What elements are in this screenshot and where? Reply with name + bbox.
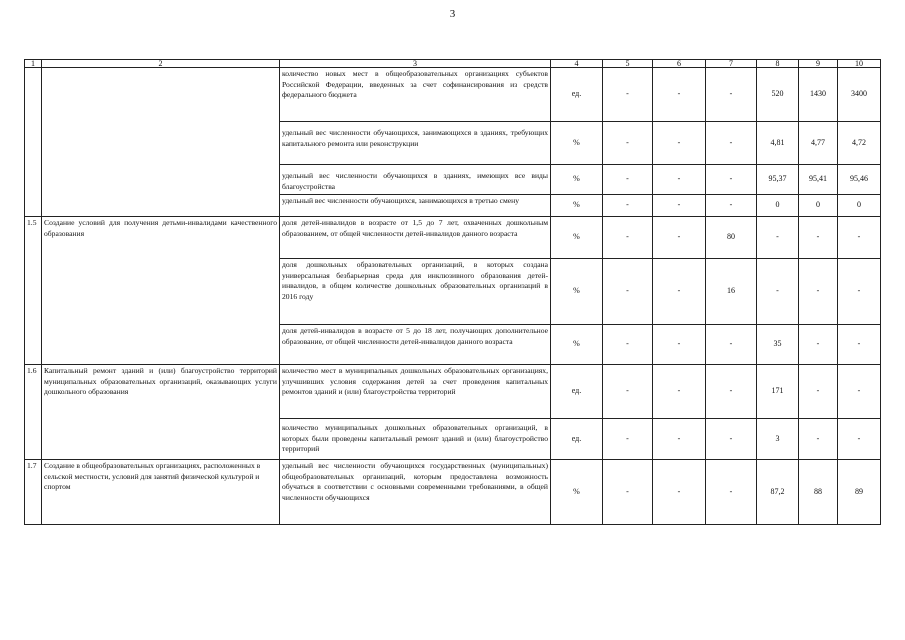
value-cell: 80 (706, 217, 757, 259)
value-cell: - (603, 195, 653, 217)
value-cell: - (603, 217, 653, 259)
value-cell: 0 (838, 195, 881, 217)
value-cell: - (603, 325, 653, 365)
value-cell: - (603, 165, 653, 195)
value-cell: 3 (757, 419, 799, 460)
value-cell: - (706, 195, 757, 217)
indicator-text: доля дошкольных образовательных организаций, в которых создана универсальная безбарьерная среда для инклюзивного образования детей-инвалидов, в общем количестве дошкольных образовательных организаций в 2016 году (280, 259, 551, 325)
indicator-text: удельный вес численности обучающихся, занимающихся в зданиях, требующих капитального ремонта или реконструкции (280, 122, 551, 165)
indicator-text: доля детей-инвалидов в возрасте от 5 до 18 лет, получающих дополнительное образование, от общей численности детей-инвалидов данного возраста (280, 325, 551, 365)
value-cell: - (706, 165, 757, 195)
value-cell: - (706, 68, 757, 122)
value-cell: - (653, 365, 706, 419)
value-cell: 520 (757, 68, 799, 122)
column-number: 9 (799, 60, 838, 68)
value-cell: - (799, 259, 838, 325)
column-numbers-row (25, 60, 881, 68)
value-cell: 89 (838, 460, 881, 525)
unit-cell: % (551, 259, 603, 325)
value-cell: - (799, 419, 838, 460)
value-cell: 95,46 (838, 165, 881, 195)
indicator-text: удельный вес численности обучающихся, занимающихся в третью смену (280, 195, 551, 217)
column-number: 2 (42, 60, 280, 68)
column-number: 4 (551, 60, 603, 68)
value-cell: - (653, 68, 706, 122)
unit-cell: ед. (551, 365, 603, 419)
section-number: 1.5 (25, 217, 42, 365)
value-cell: 88 (799, 460, 838, 525)
column-number: 8 (757, 60, 799, 68)
indicator-text: удельный вес численности обучающихся в зданиях, имеющих все виды благоустройства (280, 165, 551, 195)
value-cell: 0 (799, 195, 838, 217)
value-cell: - (653, 325, 706, 365)
page-number: 3 (449, 8, 456, 20)
table-row (25, 217, 881, 259)
section-title: Капитальный ремонт зданий и (или) благоустройство территорий муниципальных образовательных организаций, оказывающих услуги дошкольного образования (42, 365, 280, 460)
value-cell: - (757, 259, 799, 325)
value-cell: 171 (757, 365, 799, 419)
value-cell: - (603, 68, 653, 122)
unit-cell: ед. (551, 419, 603, 460)
value-cell: - (653, 195, 706, 217)
value-cell: 35 (757, 325, 799, 365)
value-cell: - (799, 217, 838, 259)
unit-cell: % (551, 217, 603, 259)
value-cell: - (706, 460, 757, 525)
unit-cell: % (551, 195, 603, 217)
indicator-text: удельный вес численности обучающихся государственных (муниципальных) общеобразовательных организаций, которым предоставлена возможность обучаться в соответствии с основными современными требованиями, в общей численности обучающихся (280, 460, 551, 525)
value-cell: - (799, 365, 838, 419)
value-cell: - (838, 419, 881, 460)
indicator-text: количество мест в муниципальных дошкольных образовательных организациях, улучшивших условия содержания детей за счет проведения капитальных ремонтов зданий и (или) благоустройства территорий (280, 365, 551, 419)
column-number: 6 (653, 60, 706, 68)
value-cell: - (757, 217, 799, 259)
value-cell: - (603, 365, 653, 419)
column-number: 5 (603, 60, 653, 68)
value-cell: 87,2 (757, 460, 799, 525)
value-cell: 0 (757, 195, 799, 217)
value-cell: - (653, 165, 706, 195)
value-cell: - (706, 419, 757, 460)
section-title: Создание условий для получения детьми-инвалидами качественного образования (42, 217, 280, 365)
value-cell: - (653, 419, 706, 460)
unit-cell: % (551, 165, 603, 195)
value-cell: - (603, 419, 653, 460)
value-cell: 95,41 (799, 165, 838, 195)
table-row (25, 365, 881, 419)
value-cell: - (838, 217, 881, 259)
value-cell: - (838, 365, 881, 419)
section-number: 1.7 (25, 460, 42, 525)
indicator-text: количество муниципальных дошкольных образовательных организаций, в которых были проведены капитальный ремонт зданий и (или) благоустройство территорий (280, 419, 551, 460)
table-row (25, 460, 881, 525)
value-cell: - (706, 325, 757, 365)
value-cell: 16 (706, 259, 757, 325)
value-cell: - (603, 259, 653, 325)
section-title: Создание в общеобразовательных организациях, расположенных в сельской местности, условий для занятий физической культурой и спортом (42, 460, 280, 525)
value-cell: - (653, 217, 706, 259)
column-number: 7 (706, 60, 757, 68)
section-number: 1.6 (25, 365, 42, 460)
unit-cell: ед. (551, 68, 603, 122)
indicators-table (24, 59, 881, 525)
column-number: 3 (280, 60, 551, 68)
value-cell: - (653, 460, 706, 525)
value-cell: - (653, 122, 706, 165)
value-cell: 95,37 (757, 165, 799, 195)
value-cell: 4,81 (757, 122, 799, 165)
value-cell: - (603, 122, 653, 165)
value-cell: 4,72 (838, 122, 881, 165)
unit-cell: % (551, 460, 603, 525)
section-title (42, 68, 280, 217)
value-cell: - (838, 259, 881, 325)
unit-cell: % (551, 325, 603, 365)
value-cell: 4,77 (799, 122, 838, 165)
value-cell: - (653, 259, 706, 325)
table-row (25, 68, 881, 122)
section-number (25, 68, 42, 217)
indicator-text: доля детей-инвалидов в возрасте от 1,5 до 7 лет, охваченных дошкольным образованием, от общей численности детей-инвалидов данного возраста (280, 217, 551, 259)
value-cell: - (706, 365, 757, 419)
unit-cell: % (551, 122, 603, 165)
value-cell: 3400 (838, 68, 881, 122)
value-cell: - (706, 122, 757, 165)
column-number: 1 (25, 60, 42, 68)
value-cell: - (838, 325, 881, 365)
value-cell: - (603, 460, 653, 525)
value-cell: - (799, 325, 838, 365)
indicator-text: количество новых мест в общеобразовательных организациях субъектов Российской Федерации, введенных за счет софинансирования из средств федерального бюджета (280, 68, 551, 122)
value-cell: 1430 (799, 68, 838, 122)
column-number: 10 (838, 60, 881, 68)
